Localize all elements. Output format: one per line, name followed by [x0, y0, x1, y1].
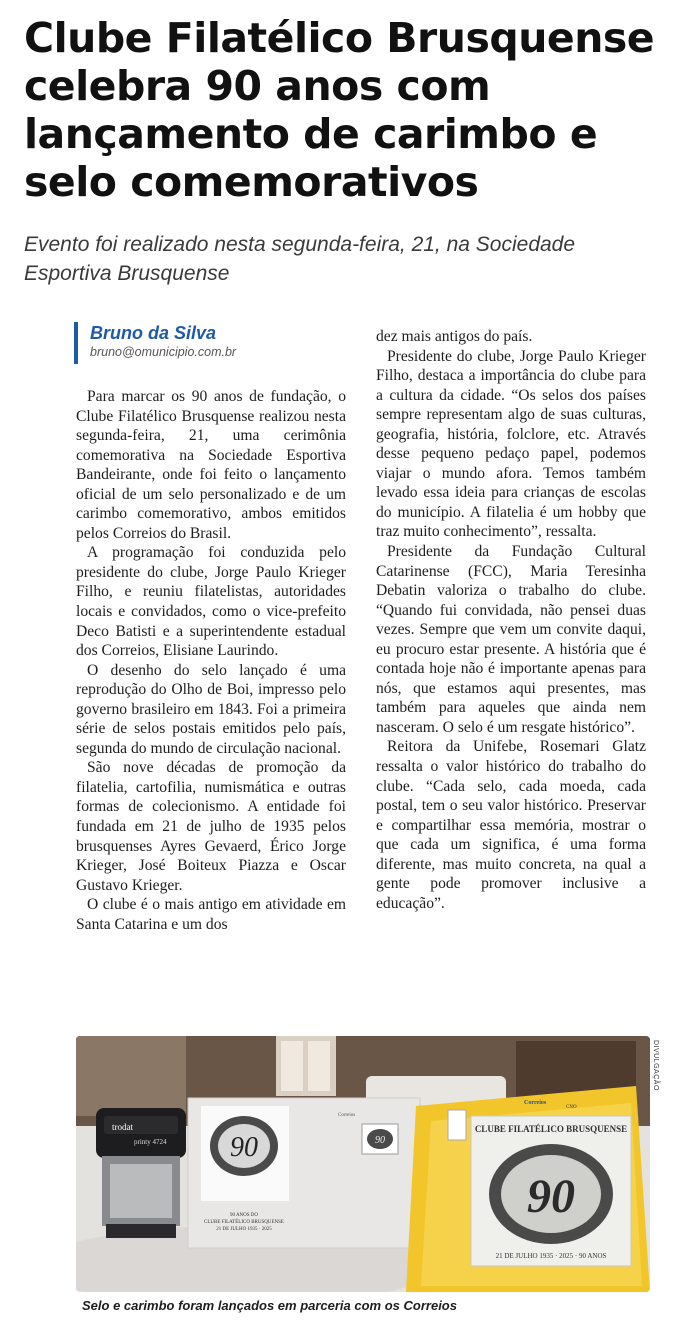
- headline: Clube Filatélico Brusquense celebra 90 anos com lançamento de carimbo e selo comemorativos: [24, 14, 655, 206]
- commemorative-envelope: [188, 1098, 420, 1248]
- article-photo: [76, 1036, 650, 1292]
- paragraph: Reitora da Unifebe, Rosemari Glatz ressalta o valor histórico do trabalho do clube. “Cada selo, cada moeda, cada postal, tem o seu valor histórico. Preservar e compartilhar essa memória, mostrar o que cada um significa, é uma forma diferente, mas muito concreta, na qual a gente pode promover inclusive a educação”.: [376, 738, 646, 912]
- stamp-device: [96, 1108, 186, 1238]
- stamp-brand-text: trodat: [112, 1122, 133, 1132]
- envelope-stamp-number: 90: [375, 1135, 385, 1146]
- paragraph: Presidente da Fundação Cultural Catarinense (FCC), Maria Teresinha Debatin valoriza o trabalho do clube. “Quando fui convidada, não pensei duas vezes. Sempre que vem um convite daqui, eu procuro estar presente. A história que é contada hoje não é importante apenas para nós, que estamos aqui presentes, mas também para aqueles que ainda nem nasceram. O selo é um resgate histórico”.: [376, 543, 646, 736]
- sheet-footer: 21 DE JULHO 1935 · 2025 · 90 ANOS: [495, 1252, 607, 1260]
- sheet-title: CLUBE FILATÉLICO BRUSQUENSE: [474, 1124, 628, 1134]
- photo-credit: DIVULGAÇÃO: [652, 1040, 659, 1091]
- paragraph: O clube é o mais antigo em atividade em Santa Catarina e um dos: [76, 896, 346, 933]
- byline: [74, 322, 236, 364]
- paragraph: O desenho do selo lançado é uma reprodução do Olho de Boi, impresso pelo governo brasileiro em 1843. Foi a primeira série de selos postais emitidos pelo país, segunda do mundo de circulação nacional.: [76, 661, 346, 757]
- sheet-number: 90: [527, 1170, 575, 1223]
- paragraph: Para marcar os 90 anos de fundação, o Clube Filatélico Brusquense realizou nesta segunda-feira, 21, uma cerimônia comemorativa na Sociedade Esportiva Bandeirante, onde foi feito o lançamento oficial de um selo personalizado e de um carimbo comemorativo, ambos emitidos pelos Correios do Brasil.: [76, 388, 346, 542]
- envelope-line-1: 90 ANOS DO: [229, 1213, 259, 1218]
- envelope-brand: Correios: [338, 1113, 356, 1118]
- paragraph: São nove décadas de promoção da filatelia, cartofilia, numismática e outras formas de colecionismo. A entidade foi fundada em 21 de julho de 1935 pelos brusquenses Ayres Gevaerd, Érico Jorge Krieger, José Boiteux Piazza e Oscar Gustavo Krieger.: [76, 759, 346, 894]
- envelope-line-3: 21 DE JULHO 1935 · 2025: [216, 1227, 272, 1232]
- paragraph: Presidente do clube, Jorge Paulo Krieger Filho, destaca a importância do clube para a cultura da cidade. “Os selos dos países sempre representam algo de suas culturas, geografia, história, folclore, etc. Através desse pequeno pedaço papel, podemos viajar o mundo afora. Temos também levado essa ideia para crianças de escolas do município. A filatelia é um hobby que traz muito conhecimento”, ressalta.: [376, 347, 646, 541]
- article-column-1: [76, 387, 346, 934]
- paragraph: A programação foi conduzida pelo presidente do clube, Jorge Paulo Krieger Filho, e reuniu filatelistas, autoridades locais e convidados, como o vice-prefeito Deco Batisti e a superintendente estadual dos Correios, Elisiane Laurindo.: [76, 544, 346, 660]
- sheet-brand: Correios: [524, 1100, 547, 1106]
- paragraph-continuation: dez mais antigos do país.: [376, 328, 533, 345]
- stamp-model-text: printy 4724: [134, 1138, 167, 1146]
- photo-illustration: [76, 1036, 650, 1292]
- author-email[interactable]: bruno@omunicipio.com.br: [90, 345, 237, 359]
- envelope-line-2: CLUBE FILATÉLICO BRUSQUENSE: [203, 1220, 285, 1225]
- subheadline: Evento foi realizado nesta segunda-feira, 21, na Sociedade Esportiva Brusquense: [24, 233, 576, 285]
- envelope-number: 90: [230, 1132, 258, 1163]
- author-name: Bruno da Silva: [90, 323, 217, 343]
- yellow-stamp-sheet: [406, 1086, 650, 1292]
- sheet-partner: CNO: [566, 1105, 577, 1110]
- article-column-2: [376, 327, 646, 913]
- photo-caption: Selo e carimbo foram lançados em parceria com os Correios: [82, 1298, 457, 1313]
